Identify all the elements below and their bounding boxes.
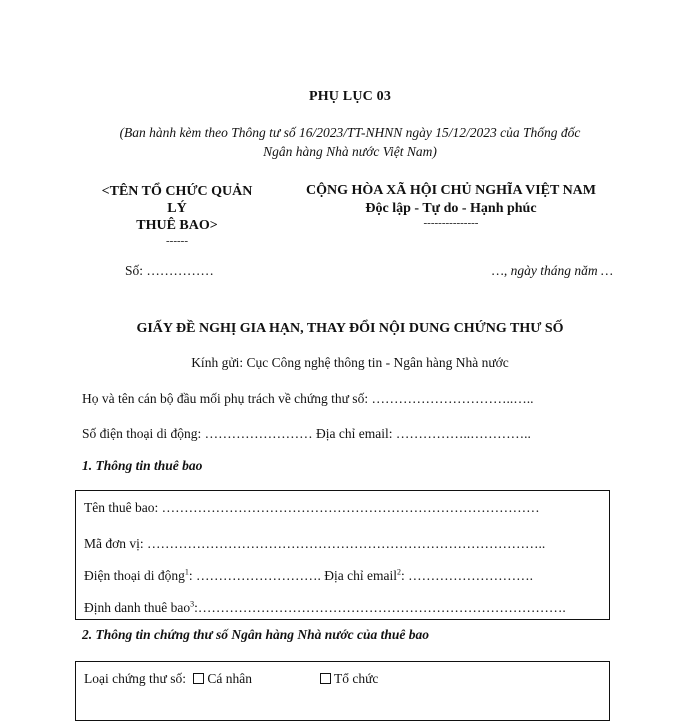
issued-note-line1: (Ban hành kèm theo Thông tư số 16/2023/TT-NHNN ngày 15/12/2023 của Thống đốc xyxy=(119,125,581,140)
footnote-2: 2 xyxy=(396,567,401,577)
org-name-line1: <TÊN TỔ CHỨC QUẢN xyxy=(101,184,253,199)
footnote-1: 1 xyxy=(184,567,189,577)
cert-type-label: Loại chứng thư số: xyxy=(84,671,186,686)
document-title: GIẤY ĐỀ NGHỊ GIA HẠN, THAY ĐỔI NỘI DUNG CHỨNG THƯ SỐ xyxy=(136,321,564,336)
recipient-line: Kính gửi: Cục Công nghệ thông tin - Ngân hàng Nhà nước xyxy=(191,355,509,370)
cert-type-row xyxy=(84,671,252,687)
subscriber-id-dots: :………………………………………………………………………. xyxy=(194,600,566,615)
footnote-3: 3 xyxy=(190,599,195,609)
contact-phone-line: Số điện thoại di động: …………………… Địa chỉ email: ……………..………….. xyxy=(82,426,531,441)
subscriber-id-label: Định danh thuê bao xyxy=(84,600,191,615)
individual-option-label: Cá nhân xyxy=(207,671,252,686)
unit-code-field[interactable]: Mã đơn vị: …………………………………………………………………………….. xyxy=(84,536,546,551)
nation-name: CỘNG HÒA XÃ HỘI CHỦ NGHĨA VIỆT NAM xyxy=(305,183,596,198)
certificate-info-box xyxy=(75,661,610,721)
org-rule: ------ xyxy=(166,235,188,247)
email-dots: : ………………………. xyxy=(400,568,533,583)
motto-rule: --------------- xyxy=(423,217,479,229)
appendix-title: PHỤ LỤC 03 xyxy=(308,89,392,104)
phone-email-dots: : ………………………. Địa chỉ email xyxy=(188,568,397,583)
phone-label: Điện thoại di động xyxy=(84,568,185,583)
organization-checkbox[interactable] xyxy=(320,673,331,684)
document-number: Số: …………… xyxy=(125,263,214,278)
org-name-line2: LÝ xyxy=(167,201,187,216)
subscriber-id-row[interactable] xyxy=(84,600,566,616)
motto: Độc lập - Tự do - Hạnh phúc xyxy=(365,201,537,216)
document-date: …, ngày tháng năm … xyxy=(491,263,613,278)
subscriber-name-field[interactable]: Tên thuê bao: ………………………………………………………………………… xyxy=(84,500,540,515)
org-name-line3: THUÊ BAO> xyxy=(136,218,218,233)
organization-option xyxy=(316,671,378,687)
subscriber-info-box xyxy=(75,490,610,620)
section2-heading: 2. Thông tin chứng thư số Ngân hàng Nhà nước của thuê bao xyxy=(82,627,429,642)
org-name-block xyxy=(72,183,282,248)
section1-heading: 1. Thông tin thuê bao xyxy=(82,458,203,473)
individual-checkbox[interactable] xyxy=(193,673,204,684)
issued-note-line2: Ngân hàng Nhà nước Việt Nam) xyxy=(263,144,437,159)
contact-person-line: Họ và tên cán bộ đầu mối phụ trách về chứng thư số: …………………………..….. xyxy=(82,391,534,406)
phone-email-row[interactable] xyxy=(84,568,533,584)
organization-option-label: Tổ chức xyxy=(334,671,379,686)
